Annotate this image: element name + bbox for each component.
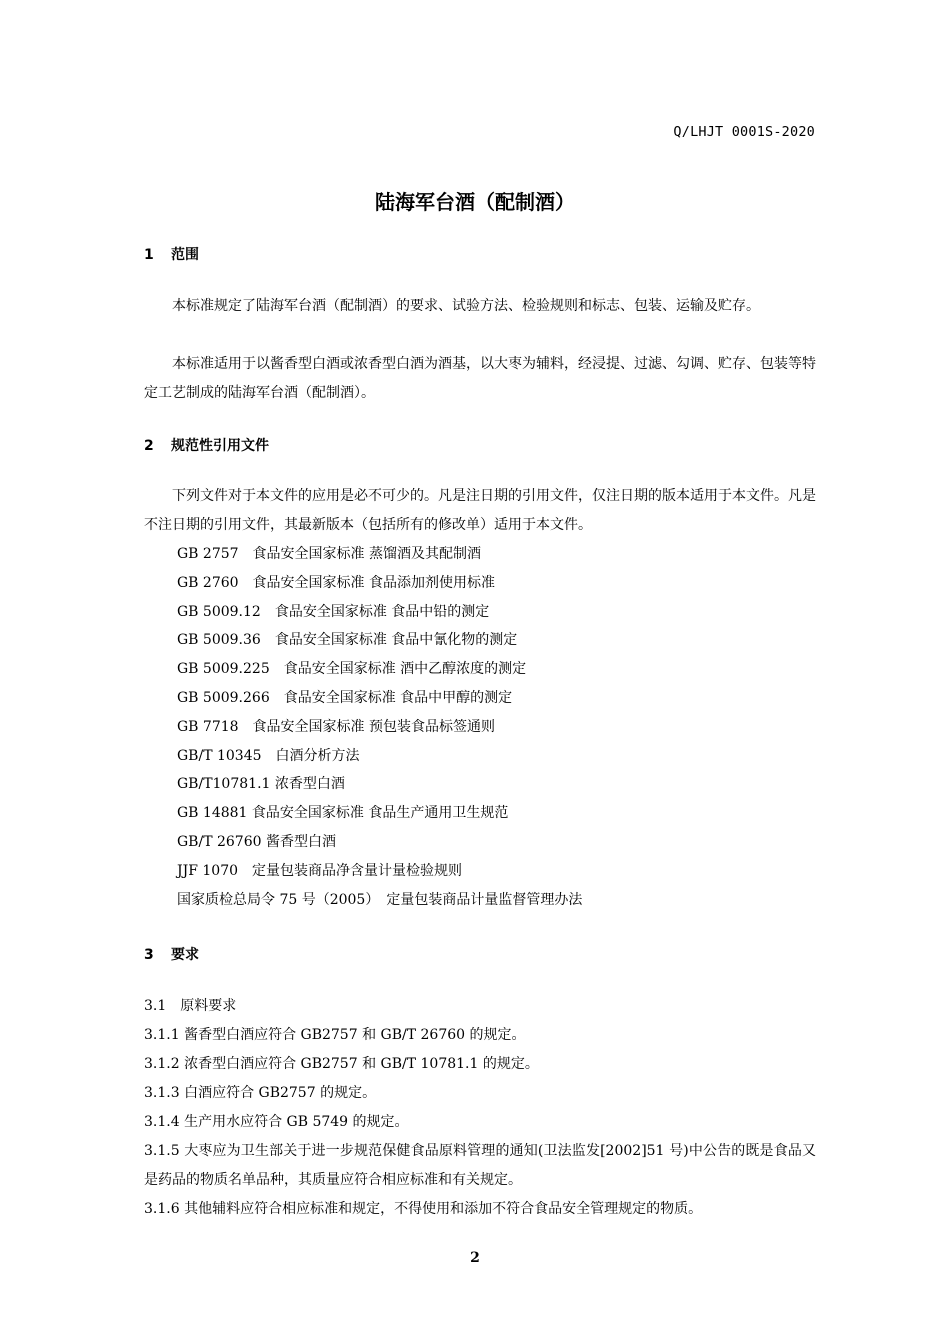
section-title: 范围: [171, 247, 199, 263]
reference-item: GB 2760 食品安全国家标准 食品添加剂使用标准: [177, 574, 495, 591]
reference-item: GB 5009.266 食品安全国家标准 食品中甲醇的测定: [177, 689, 513, 706]
requirement-item: 3.1.4 生产用水应符合 GB 5749 的规定。: [144, 1114, 409, 1130]
requirement-item: 3.1.3 白酒应符合 GB2757 的规定。: [144, 1085, 377, 1101]
reference-list: [177, 540, 582, 914]
page-number: 2: [470, 1250, 480, 1266]
section-3-heading: [144, 944, 199, 964]
requirement-item: 3.1.6 其他辅料应符合相应标准和规定，不得使用和添加不符合食品安全管理规定的物质。: [144, 1201, 703, 1217]
requirement-item: 3.1.2 浓香型白酒应符合 GB2757 和 GB/T 10781.1 的规定。: [144, 1056, 539, 1072]
reference-item: GB/T 10345 白酒分析方法: [177, 747, 360, 764]
reference-item: JJF 1070 定量包装商品净含量计量检验规则: [177, 862, 463, 879]
reference-item: GB 5009.12 食品安全国家标准 食品中铅的测定: [177, 603, 490, 620]
section-1-heading: [144, 244, 199, 264]
section-title: 规范性引用文件: [171, 438, 269, 454]
scope-paragraph-2: 本标准适用于以酱香型白酒或浓香型白酒为酒基，以大枣为辅料，经浸提、过滤、勾调、贮存、包装等特定工艺制成的陆海军台酒（配制酒）。: [144, 356, 816, 401]
reference-item: 国家质检总局令 75 号（2005） 定量包装商品计量监督管理办法: [177, 891, 583, 908]
section-2-heading: [144, 435, 269, 455]
references-intro: 下列文件对于本文件的应用是必不可少的。凡是注日期的引用文件，仅注日期的版本适用于本文件。凡是不注日期的引用文件，其最新版本（包括所有的修改单）适用于本文件。: [144, 488, 816, 533]
section-number: 1: [144, 247, 154, 263]
reference-item: GB/T 26760 酱香型白酒: [177, 833, 336, 850]
standard-code: Q/LHJT 0001S-2020: [673, 124, 815, 140]
document-title: 陆海军台酒（配制酒）: [375, 190, 575, 214]
reference-item: GB 5009.225 食品安全国家标准 酒中乙醇浓度的测定: [177, 661, 527, 678]
reference-item: GB 7718 食品安全国家标准 预包装食品标签通则: [177, 718, 495, 735]
section-number: 3: [144, 947, 154, 963]
requirement-item: 3.1 原料要求: [144, 998, 237, 1014]
reference-item: GB 5009.36 食品安全国家标准 食品中氰化物的测定: [177, 632, 518, 649]
reference-item: GB 2757 食品安全国家标准 蒸馏酒及其配制酒: [177, 546, 481, 562]
requirement-item: 3.1.5 大枣应为卫生部关于进一步规范保健食品原料管理的通知(卫法监发[2002]51 号)中公告的既是食品又是药品的物质名单品种，其质量应符合相应标准和有关规定。: [144, 1143, 816, 1188]
requirement-item: 3.1.1 酱香型白酒应符合 GB2757 和 GB/T 26760 的规定。: [144, 1027, 526, 1043]
scope-paragraph-1: 本标准规定了陆海军台酒（配制酒）的要求、试验方法、检验规则和标志、包装、运输及贮存。: [172, 298, 760, 314]
reference-item: GB/T10781.1 浓香型白酒: [177, 776, 345, 793]
section-title: 要求: [171, 947, 199, 963]
requirements-list: [144, 992, 816, 1224]
reference-item: GB 14881 食品安全国家标准 食品生产通用卫生规范: [177, 805, 509, 822]
section-number: 2: [144, 438, 154, 454]
